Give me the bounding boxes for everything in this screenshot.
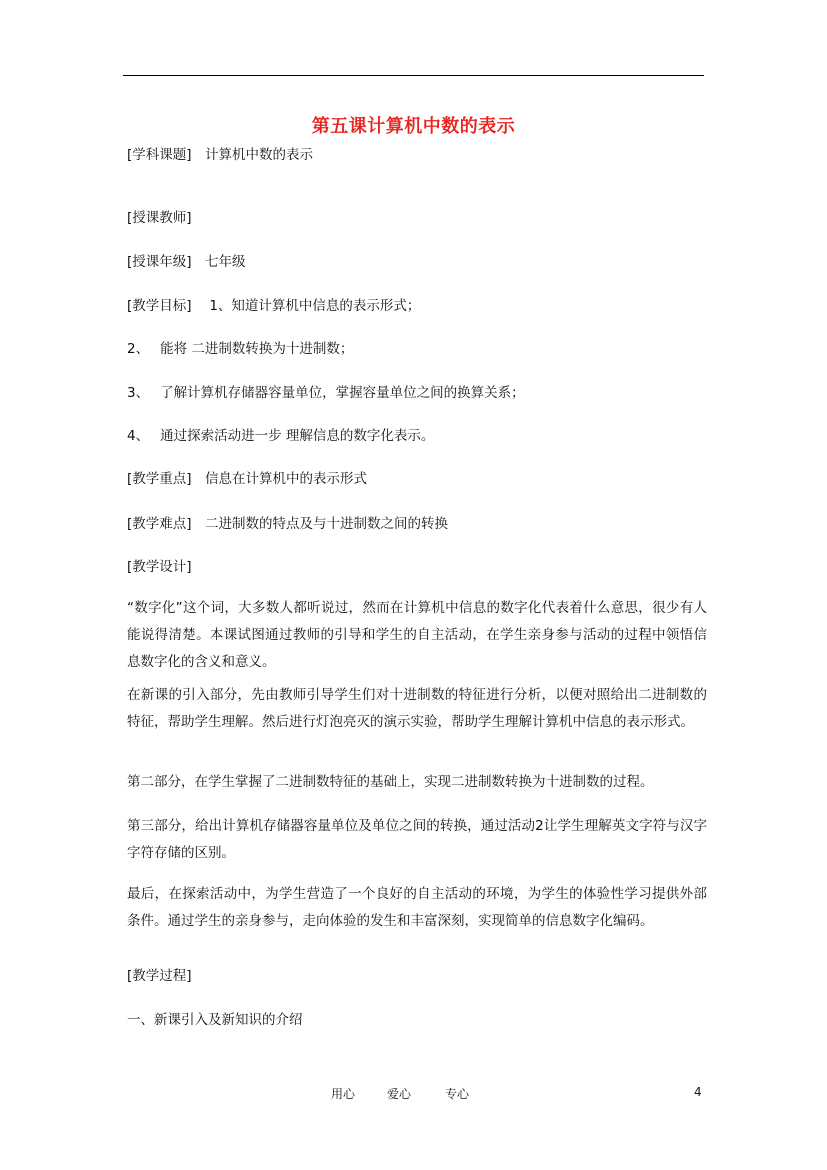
goal-item-2: 2、 能将 二进制数转换为十进制数； <box>127 341 354 357</box>
grade-line: [授课年级] 七年级 <box>127 254 246 270</box>
key-point-line: [教学重点] 信息在计算机中的表示形式 <box>127 471 368 487</box>
process-heading: [教学过程] <box>127 968 192 984</box>
design-heading: [教学设计] <box>127 559 192 575</box>
teacher-line: [授课教师] <box>127 210 192 226</box>
footer-text-1: 用心 <box>331 1087 356 1101</box>
design-paragraph-2: 在新课的引入部分，先由教师引导学生们对十进制数的特征进行分析，以便对照给出二进制数的特征，帮助学生理解。然后进行灯泡亮灭的演示实验，帮助学生理解计算机中信息的表示形式。 <box>127 687 707 730</box>
design-paragraph-3: 第二部分，在学生掌握了二进制数特征的基础上，实现二进制数转换为十进制数的过程。 <box>127 774 654 790</box>
goal-item-3: 3、 了解计算机存储器容量单位，掌握容量单位之间的换算关系； <box>127 385 525 401</box>
subject-line: [学科课题] 计算机中数的表示 <box>127 147 314 163</box>
design-paragraph-5: 最后，在探索活动中，为学生营造了一个良好的自主活动的环境，为学生的体验性学习提供外部条件。通过学生的亲身参与，走向体验的发生和丰富深刻，实现简单的信息数字化编码。 <box>127 886 707 929</box>
goal-item-4: 4、 通过探索活动进一步 理解信息的数字化表示。 <box>127 428 435 444</box>
page-title: 第五课计算机中数的表示 <box>311 116 516 137</box>
page-number: 4 <box>694 1085 702 1099</box>
footer-text-3: 专心 <box>445 1087 470 1101</box>
footer-text-2: 爱心 <box>387 1087 412 1101</box>
design-paragraph-4: 第三部分，给出计算机存储器容量单位及单位之间的转换，通过活动2让学生理解英文字符与汉字字符存储的区别。 <box>127 818 707 861</box>
difficulty-line: [教学难点] 二进制数的特点及与十进制数之间的转换 <box>127 516 449 532</box>
design-paragraph-1: “数字化”这个词，大多数人都听说过，然而在计算机中信息的数字化代表着什么意思，很少有人能说得清楚。本课试图通过教师的引导和学生的自主活动，在学生亲身参与活动的过程中领悟信息数字化的含义和意义。 <box>127 600 707 670</box>
goal-line: [教学目标] 1、知道计算机中信息的表示形式； <box>127 298 421 314</box>
header-rule <box>123 75 704 76</box>
section-1-heading: 一、新课引入及新知识的介绍 <box>127 1012 303 1028</box>
